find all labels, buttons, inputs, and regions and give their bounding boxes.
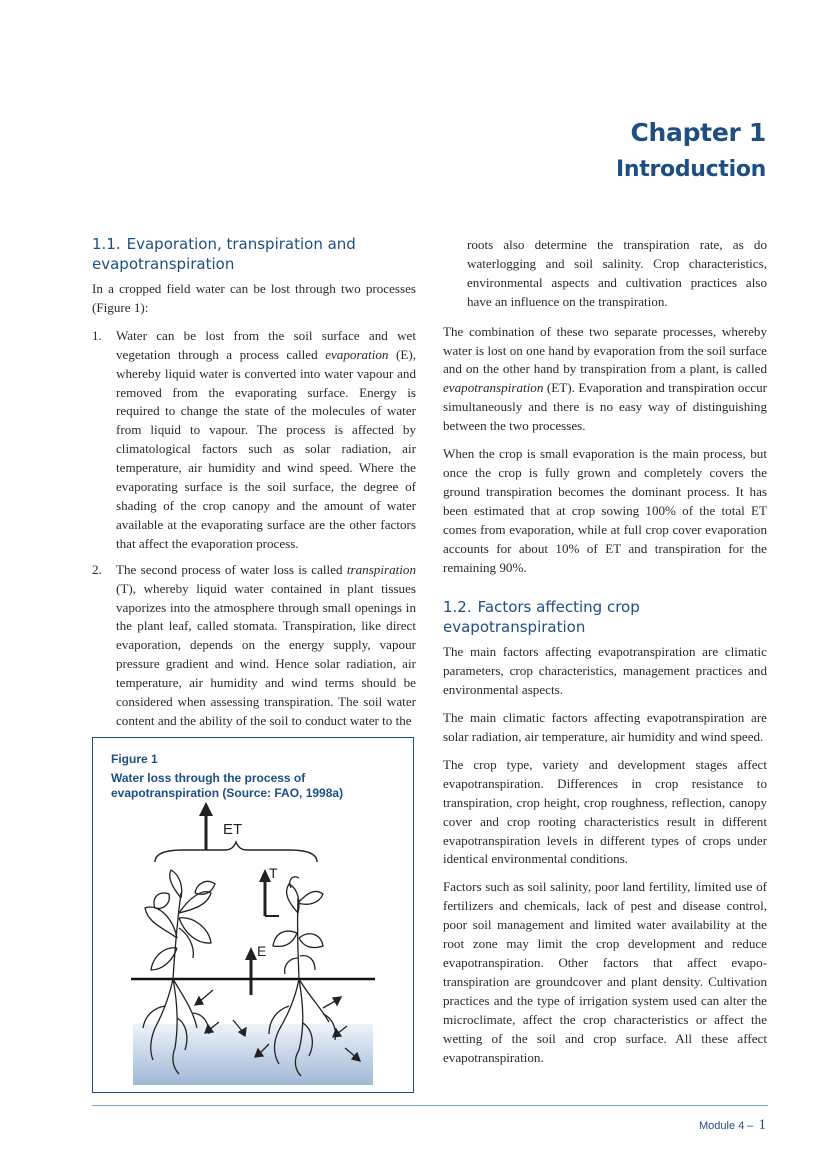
list-item-evaporation	[92, 327, 416, 554]
et-arrow-icon	[199, 802, 213, 850]
left-plant-icon	[145, 870, 215, 979]
list-text: (T), whereby liquid water contained in plant tissues vaporizes into the atmosphere through small openings in the plant leaf, called stomata. Transpiration, like direct evaporation, depends on the energy supply, vapour pressure gradient and wind. Hence solar radiation, air temperature, air humidity and wind terms should be considered when assessing transpiration. The soil water content and the ability of the soil to conduct water to the	[116, 580, 416, 728]
paragraph-climatic-factors: The main climatic factors affecting evapotranspiration are solar radiation, air temperature, air humidity and wind speed.	[443, 710, 767, 745]
label-et: ET	[223, 821, 243, 838]
chapter-number: Chapter 1	[630, 118, 766, 147]
figure-label: Figure 1	[111, 752, 158, 766]
figure-caption: Water loss through the process of evapotranspiration (Source: FAO, 1998a)	[111, 771, 344, 800]
intro-paragraph: In a cropped field water can be lost through two processes (Figure 1):	[92, 281, 416, 315]
right-column	[443, 236, 767, 1076]
left-column	[92, 234, 416, 738]
list-number: 2.	[92, 561, 102, 577]
paragraph-text: The combination of these two separate processes, whereby water is lost on one hand by evaporation from the soil surface and on the other hand by transpiration from a plant, is called	[443, 323, 767, 377]
paragraph-small-crop: When the crop is small evaporation is the main process, but once the crop is fully grown and completely covers the ground transpiration becomes the dominant process. It has been estimated that at crop sowing 100% of the total ET comes from evaporation, while at full crop cover evaporation accounts for about 10% of ET and transpiration for the remaining 90%.	[443, 446, 767, 575]
paragraph-crop-factors: The crop type, variety and development stages affect evapotranspiration. Differences in crop resistance to transpiration, crop height, crop roughness, reflection, canopy cover and crop rooting characteristics result in different evapotranspiration levels in different types of crops under identical environmental conditions.	[443, 756, 767, 867]
paragraph-evapotranspiration-definition	[443, 323, 767, 436]
brace-icon	[155, 842, 317, 862]
label-t: T	[269, 865, 278, 881]
term-transpiration: transpiration	[346, 561, 416, 577]
e-arrow-icon	[245, 947, 257, 995]
list-item-transpiration	[92, 561, 416, 731]
section-title: Evaporation, transpiration and evapotranspiration	[92, 235, 356, 273]
paragraph-main-factors: The main factors affecting evapotranspiration are climatic parameters, crop characteristics, management practices and environmental aspects.	[443, 644, 767, 698]
chapter-title: Introduction	[615, 157, 766, 182]
list-text: Water can be lost from the soil surface and wet vegetation through a process called	[116, 327, 416, 362]
evapotranspiration-illustration	[93, 738, 415, 1094]
term-evapotranspiration: evapotranspiration	[443, 380, 544, 396]
term-evaporation: evaporation	[325, 346, 389, 362]
section-heading-1-2	[443, 597, 767, 637]
section-heading-1-1	[92, 234, 416, 274]
list-number: 1.	[92, 327, 102, 343]
list-text: (E), whereby liquid water is converted into water vapour and removed from the evaporating surface. Energy is required to change the state of the molecules of water from liquid to vapour. The process is affected by climatological factors such as solar radiation, air temperature, air humidity and wind speed. Where the evaporating surface is the soil surface, the degree of shading of the crop canopy and the amount of water available at the evaporating surface are the other factors that affect the evaporation process.	[116, 346, 416, 551]
right-plant-icon	[273, 877, 323, 979]
footer-divider	[92, 1105, 768, 1106]
page-number: 1	[758, 1117, 766, 1133]
page-footer	[699, 1117, 766, 1134]
figure-1	[92, 737, 414, 1093]
label-e: E	[257, 943, 267, 959]
footer-module: Module 4 –	[699, 1120, 754, 1132]
list-text: The second process of water loss is called	[116, 561, 347, 577]
section-number: 1.2.	[443, 598, 472, 617]
paragraph-management-factors: Factors such as soil salinity, poor land fertility, limited use of fertilizers and chemicals, lack of pest and disease control, poor soil management and limited water availability at the root zone may limit the crop development and reduce evapotranspiration. Other factors that affect evapo-transpiration are groundcover and plant density. Cultivation practices and the type of irrigation system used can alter the microclimate, affect the crop characteristics or affect the wetting of the soil and crop surface. All these affect evapotranspiration.	[443, 879, 767, 1065]
section-number: 1.1.	[92, 235, 121, 253]
section-title: Factors affecting crop evapotranspiration	[443, 598, 640, 637]
list-item-transpiration-continued: roots also determine the transpiration rate, as do waterlogging and soil salinity. Crop characteristics, environmental aspects and cultivation practices also have an influence on the transpiration.	[467, 237, 767, 309]
paragraph-text: (ET). Evaporation and transpiration occur simultaneously and there is no easy way of distinguishing between the two processes.	[443, 380, 767, 434]
process-list	[92, 327, 416, 731]
